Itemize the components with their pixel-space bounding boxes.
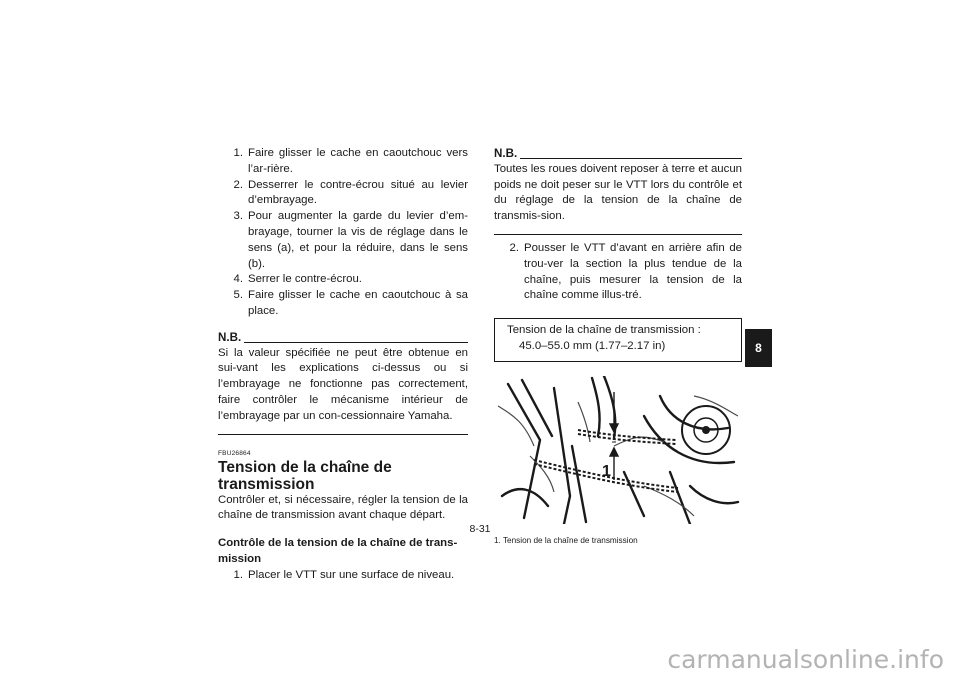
note-text: Si la valeur spécifiée ne peut être obtenue en sui-vant les explications ci-dessus ou si l’embrayage ne fonctionne pas correctement, faire contrôler le mécanisme intérieur de l’embrayage par un con-cessionnaire Yamaha. [218, 346, 468, 422]
list-item [218, 568, 468, 584]
section-code: FBU26864 [218, 449, 251, 457]
list-item [218, 178, 468, 210]
list-item [218, 272, 468, 288]
note-header [494, 146, 742, 162]
step-text: Serrer le contre-écrou. [248, 273, 362, 286]
spec-value: 45.0–55.0 mm (1.77–2.17 in) [519, 339, 666, 352]
spec-label: Tension de la chaîne de transmission : [507, 324, 701, 337]
note-header [218, 330, 468, 346]
step-text: Pousser le VTT d’avant en arrière afin de trou-ver la section la plus tendue de la chaîne, puis mesurer la tension de la chaîne comme illus-tré. [524, 241, 742, 302]
list-item [218, 288, 468, 320]
note-label: N.B. [218, 330, 242, 344]
step-number: 2. [233, 178, 243, 191]
note-end-rule [494, 234, 742, 235]
chain-tension-photo [494, 376, 742, 524]
note-label: N.B. [494, 147, 518, 160]
step-text: Faire glisser le cache en caoutchouc à sa place. [248, 289, 468, 317]
figure-caption: 1. Tension de la chaîne de transmission [494, 535, 638, 545]
note-rule [520, 158, 742, 159]
list-item [218, 209, 468, 272]
section-title: Tension de la chaîne de transmission [218, 458, 392, 493]
step-text: Placer le VTT sur une surface de niveau. [248, 568, 455, 581]
chain-steps-list-continued [494, 241, 742, 304]
list-item [494, 241, 742, 304]
step-number: 1. [233, 147, 243, 159]
clutch-steps-list [218, 146, 468, 320]
watermark: carmanualsonline.info [667, 645, 944, 674]
chapter-tab: 8 [745, 329, 772, 367]
specification-box [494, 318, 742, 362]
step-number: 1. [233, 568, 243, 581]
subsection-heading: Contrôle de la tension de la chaîne de trans-mission [218, 537, 458, 565]
step-text: Faire glisser le cache en caoutchouc vers l’ar-rière. [248, 147, 468, 175]
list-item [218, 146, 468, 178]
left-column [218, 146, 468, 584]
note-text: Toutes les roues doivent reposer à terre et aucun poids ne doit peser sur le VTT lors du contrôle et du réglage de la tension de la chaîne de transmis-sion. [494, 162, 742, 223]
right-column [494, 146, 742, 548]
page-number: 8-31 [469, 523, 491, 535]
step-text: Pour augmenter la garde du levier d’em-brayage, tourner la vis de réglage dans le sens (a), et pour la réduire, dans le sens (b). [248, 210, 468, 270]
figure-callout: 1 [602, 462, 611, 480]
section-intro: Contrôler et, si nécessaire, régler la tension de la chaîne de transmission avant chaque départ. [218, 493, 468, 522]
step-number: 3. [233, 210, 243, 223]
note-rule [244, 342, 468, 343]
step-number: 5. [233, 289, 243, 302]
step-text: Desserrer le contre-écrou situé au levier d’embrayage. [248, 178, 468, 207]
step-number: 4. [233, 273, 243, 286]
step-number: 2. [509, 241, 519, 254]
note-end-rule [218, 434, 468, 435]
chain-steps-list [218, 568, 468, 584]
